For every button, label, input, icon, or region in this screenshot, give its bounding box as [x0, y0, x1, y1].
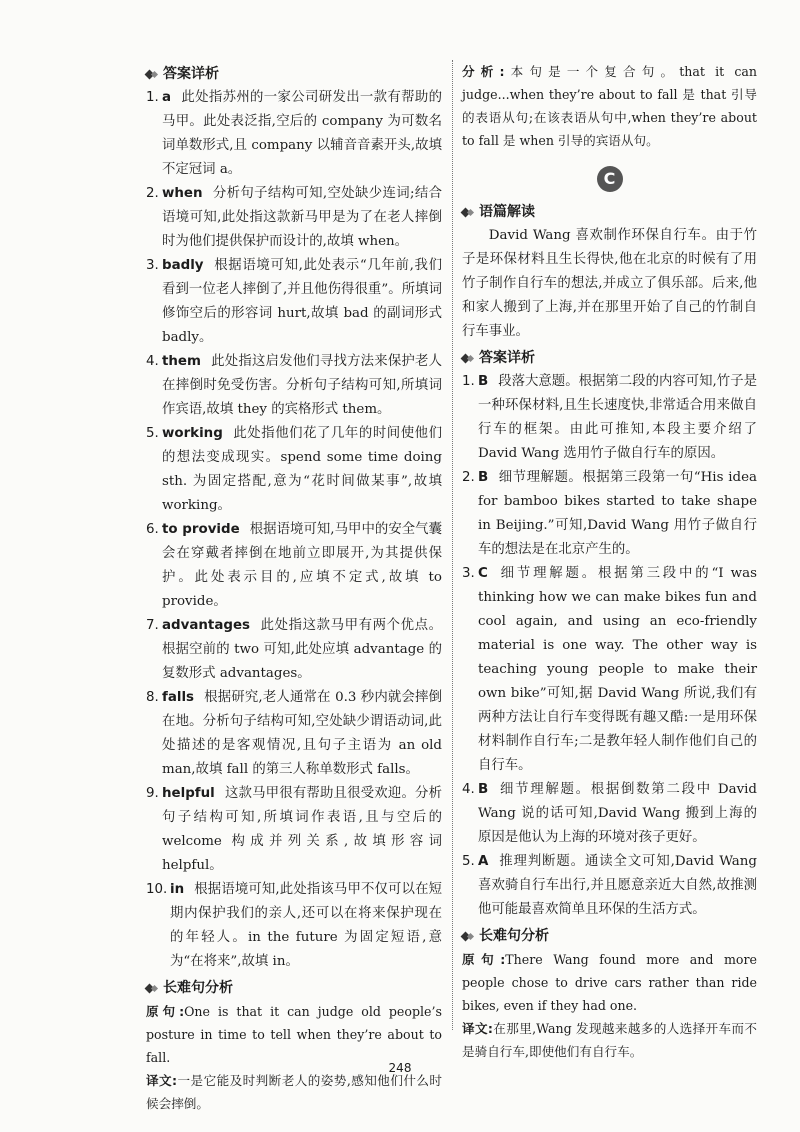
item-number: 1.	[146, 90, 159, 105]
explanation: 推理判断题。通读全文可知,David Wang 喜欢骑自行车出行,并且愿意亲近大自然,故推测他可能最喜欢简单且环保的生活方式。	[478, 854, 757, 917]
answers-heading-left: 答案详析	[146, 62, 442, 86]
section-marker-icon	[462, 353, 474, 363]
item-number: 10.	[146, 882, 168, 897]
item-number: 2.	[462, 470, 475, 485]
answer-item-7	[146, 614, 442, 686]
answer-word: a	[162, 90, 172, 105]
item-number: 2.	[146, 186, 159, 201]
answer-item-4	[462, 778, 757, 850]
answer-word: them	[162, 354, 201, 369]
explanation: 根据语境可知,此处指该马甲不仅可以在短期内保护我们的亲人,还可以在将来保护现在的年轻人。in the future 为固定短语,意为“在将来”,故填 in。	[170, 882, 442, 969]
section-marker-icon	[462, 207, 474, 217]
long-sentence-heading-left: 长难句分析	[146, 976, 442, 1000]
item-number: 5.	[462, 854, 475, 869]
answer-letter: C	[478, 566, 488, 581]
answer-item-3	[146, 254, 442, 350]
explanation: 细节理解题。根据第三段第一句“His idea for bamboo bikes started to take shape in Beijing.”可知,David Wang 用竹子做自行车的想法是在北京产生的。	[478, 470, 757, 557]
answer-letter: B	[478, 374, 489, 389]
translation: 译文:一是它能及时判断老人的姿势,感知他们什么时候会摔倒。	[146, 1073, 442, 1111]
answer-item-1	[146, 86, 442, 182]
answer-item-2	[146, 182, 442, 254]
explanation: 此处指苏州的一家公司研发出一款有帮助的马甲。此处表泛指,空后的 company 为可数名词单数形式,且 company 以辅音音素开头,故填不定冠词 a。	[162, 90, 442, 177]
section-marker-icon	[462, 931, 474, 941]
passage-c-badge: C	[597, 166, 623, 192]
answer-item-4	[146, 350, 442, 422]
sentence-analysis: 分析:本句是一个复合句。that it can judge...when they’re about to fall 是 that 引导的表语从句;在该表语从句中,when they’re about to fall 是 when 引导的宾语从句。	[462, 64, 757, 148]
answer-item-5	[146, 422, 442, 518]
answer-item-9	[146, 782, 442, 878]
item-number: 7.	[146, 618, 159, 633]
item-number: 4.	[146, 354, 159, 369]
explanation: 根据研究,老人通常在 0.3 秒内就会摔倒在地。分析句子结构可知,空处缺少谓语动词,此处描述的是客观情况,且句子主语为 an old man,故填 fall 的第三人称单数形式 falls。	[162, 690, 442, 777]
original-sentence: 原句:One is that it can judge old people’s posture in time to tell when they’re about to fall.	[146, 1004, 442, 1065]
explanation: 细节理解题。根据第三段中的“I was thinking how we can make bikes fun and cool again, and using an eco-friendly material is one way. The other way is teaching young people to make their own bike”可知,据 David Wang 所说,我们有两种方法让自行车变得既有趣又酷:一是用环保材料制作自行车;二是教年轻人制作他们自己的自行车。	[478, 566, 757, 773]
long-sentence-heading-right: 长难句分析	[462, 924, 757, 948]
column-divider	[452, 60, 453, 1030]
item-number: 4.	[462, 782, 475, 797]
item-number: 1.	[462, 374, 475, 389]
explanation: 细节理解题。根据倒数第二段中 David Wang 说的话可知,David Wang 搬到上海的原因是他认为上海的环境对孩子更好。	[478, 782, 757, 845]
explanation: 根据语境可知,马甲中的安全气囊会在穿戴者摔倒在地前立即展开,为其提供保护。此处表示目的,应填不定式,故填 to provide。	[162, 522, 442, 609]
answer-letter: B	[478, 782, 489, 797]
explanation: 段落大意题。根据第二段的内容可知,竹子是一种环保材料,且生长速度快,非常适合用来做自行车的框架。由此可推知,本段主要介绍了 David Wang 选用竹子做自行车的原因。	[478, 374, 757, 461]
answer-letter: A	[478, 854, 489, 869]
answer-item-8	[146, 686, 442, 782]
item-number: 9.	[146, 786, 159, 801]
answer-letter: B	[478, 470, 489, 485]
answer-word: to provide	[162, 522, 240, 537]
right-column	[462, 60, 757, 1063]
section-marker-icon	[146, 983, 158, 993]
original-sentence: 原句:There Wang found more and more people chose to drive cars rather than ride bikes, even if they had one.	[462, 952, 757, 1013]
answer-item-3	[462, 562, 757, 778]
section-marker-icon	[146, 69, 158, 79]
answer-word: badly	[162, 258, 204, 273]
answer-word: when	[162, 186, 203, 201]
item-number: 5.	[146, 426, 159, 441]
explanation: 此处指这款马甲有两个优点。根据空前的 two 可知,此处应填 advantage 的复数形式 advantages。	[162, 618, 442, 681]
passage-summary: David Wang 喜欢制作环保自行车。由于竹子是环保材料且生长得快,他在北京的时候有了用竹子制作自行车的想法,并成立了俱乐部。后来,他和家人搬到了上海,并在那里开始了自己的竹制自行车事业。	[462, 228, 757, 339]
item-number: 3.	[146, 258, 159, 273]
answer-item-5	[462, 850, 757, 922]
explanation: 此处指他们花了几年的时间使他们的想法变成现实。spend some time doing sth. 为固定搭配,意为“花时间做某事”,故填 working。	[162, 426, 442, 513]
translation: 译文:在那里,Wang 发现越来越多的人选择开车而不是骑自行车,即使他们有自行车。	[462, 1021, 757, 1059]
answer-item-2	[462, 466, 757, 562]
explanation: 这款马甲很有帮助且很受欢迎。分析句子结构可知,所填词作表语,且与空后的 welcome 构成并列关系,故填形容词 helpful。	[162, 786, 442, 873]
explanation: 此处指这启发他们寻找方法来保护老人在摔倒时免受伤害。分析句子结构可知,所填词作宾语,故填 they 的宾格形式 them。	[162, 354, 442, 417]
explanation: 分析句子结构可知,空处缺少连词;结合语境可知,此处指这款新马甲是为了在老人摔倒时为他们提供保护而设计的,故填 when。	[162, 186, 442, 249]
item-number: 6.	[146, 522, 159, 537]
answers-heading-right: 答案详析	[462, 346, 757, 370]
answer-word: working	[162, 426, 223, 441]
explanation: 根据语境可知,此处表示“几年前,我们看到一位老人摔倒了,并且他伤得很重”。所填词修饰空后的形容词 hurt,故填 bad 的副词形式 badly。	[162, 258, 442, 345]
item-number: 8.	[146, 690, 159, 705]
item-number: 3.	[462, 566, 475, 581]
answer-item-10	[146, 878, 442, 974]
answer-word: falls	[162, 690, 195, 705]
answer-word: helpful	[162, 786, 215, 801]
left-column	[146, 60, 442, 1115]
answer-item-1	[462, 370, 757, 466]
answer-word: advantages	[162, 618, 250, 633]
answer-item-6	[146, 518, 442, 614]
page-number: 248	[388, 1061, 412, 1075]
passage-heading: 语篇解读	[462, 200, 757, 224]
answer-word: in	[170, 882, 185, 897]
